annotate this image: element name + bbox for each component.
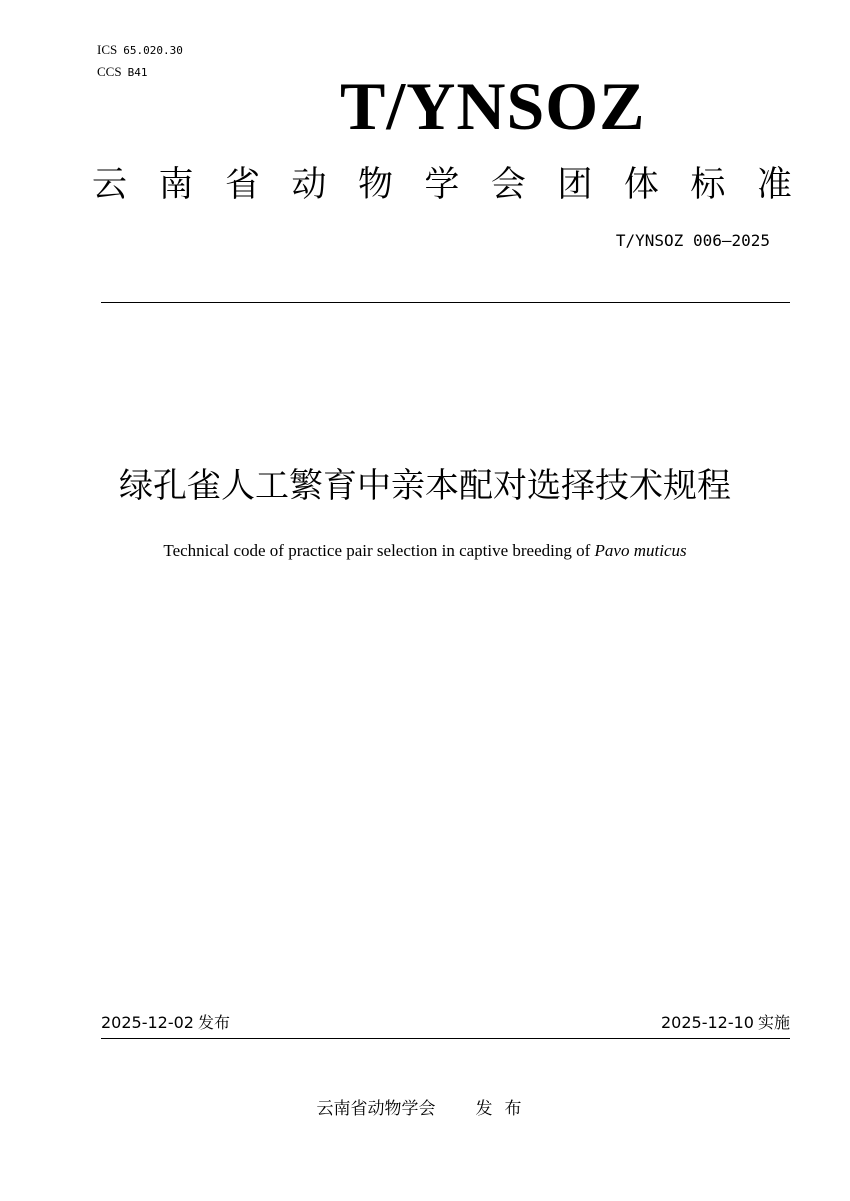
- org-title-char: 云: [92, 165, 128, 205]
- org-title-char: 动: [291, 165, 327, 205]
- publisher-action: 发布: [475, 1099, 534, 1119]
- publish-date: [101, 1012, 230, 1034]
- english-title-main: Technical code of practice pair selection in captive breeding of: [163, 541, 595, 560]
- standard-number: T/YNSOZ 006—2025: [615, 231, 770, 250]
- ics-classification: [97, 42, 183, 59]
- implementation-date-value: 2025-12-10: [661, 1013, 754, 1032]
- org-title-char: 会: [490, 165, 526, 205]
- org-title-char: 省: [224, 165, 260, 205]
- ccs-label: CCS: [97, 64, 122, 79]
- implementation-date: [661, 1012, 790, 1034]
- ics-label: ICS: [97, 42, 118, 57]
- org-title-char: 物: [357, 165, 393, 205]
- org-title-char: 南: [158, 165, 194, 205]
- ccs-value: B41: [127, 66, 148, 79]
- bottom-divider: [101, 1038, 790, 1039]
- org-title-char: 体: [623, 165, 659, 205]
- publisher-line: [0, 1097, 850, 1121]
- document-title-chinese: 绿孔雀人工繁育中亲本配对选择技术规程: [119, 466, 731, 506]
- org-title-char: 学: [424, 165, 460, 205]
- publisher-name: 云南省动物学会: [316, 1099, 436, 1119]
- org-title-char: 标: [690, 165, 726, 205]
- implementation-date-label: 实施: [757, 1013, 790, 1032]
- species-name: Pavo muticus: [594, 541, 687, 560]
- document-title-english: [0, 539, 850, 563]
- organization-standard-title: [92, 160, 792, 210]
- publish-date-label: 发布: [197, 1013, 230, 1032]
- ics-value: 65.020.30: [123, 44, 183, 57]
- org-title-char: 准: [756, 165, 792, 205]
- publish-date-value: 2025-12-02: [101, 1013, 194, 1032]
- ccs-classification: [97, 64, 147, 81]
- standard-brand-code: T/YNSOZ: [340, 68, 646, 144]
- top-divider: [101, 302, 790, 303]
- org-title-char: 团: [557, 165, 593, 205]
